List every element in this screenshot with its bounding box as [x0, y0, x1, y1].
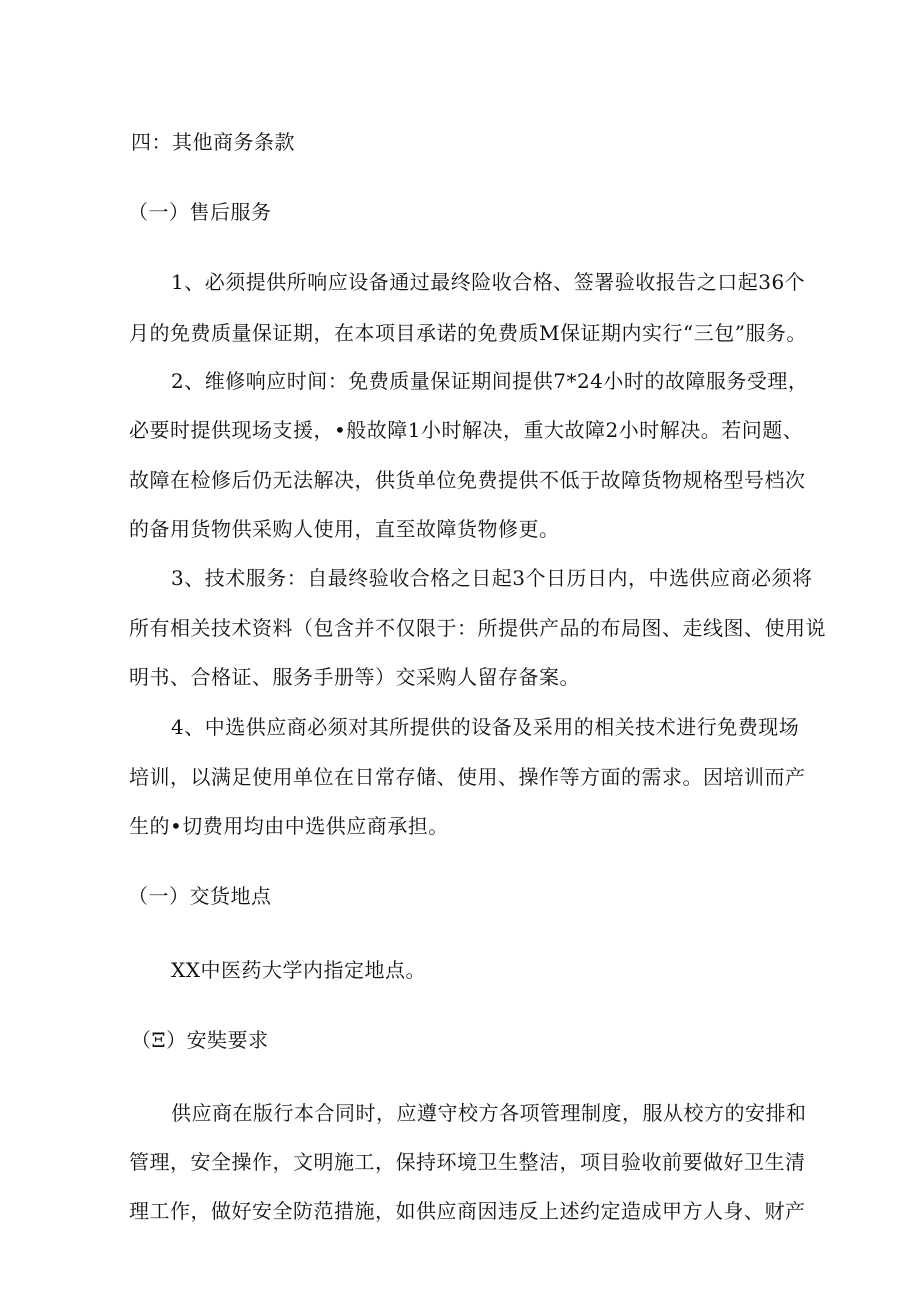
installation-line-3: 理工作，做好安全防范措施，如供应商因违反上述约定造成甲方人身、财产 [129, 1199, 806, 1223]
item-4-line-1: 4、中选供应商必须对其所提供的设备及采用的相关技术进行免费现场 [171, 715, 800, 739]
item-2-line-1: 2、维修响应时间：免费质量保证期间提供7*24小时的故障服务受理， [171, 369, 809, 393]
item-1-line-1: 1、必须提供所响应设备通过最终险收合格、签署验收报告之口起36个 [171, 270, 806, 294]
item-2-line-3: 故障在检修后仍无法解决，供货单位免费提供不低于故障货物规格型号档次 [129, 468, 806, 492]
item-3-line-3: 明书、合格证、服务手册等）交采购人留存备案。 [129, 665, 580, 689]
item-4-line-2: 培训，以满足使用单位在日常存储、使用、操作等方面的需求。因培训而产 [129, 765, 806, 789]
item-3-line-2: 所有相关技术资料（包含并不仅限于：所提供产品的布局图、走线图、使用说 [129, 616, 826, 640]
item-2-line-4: 的备用货物供采购人使用，直至故障货物修更。 [129, 517, 560, 541]
delivery-heading: （一）交货地点 [128, 884, 272, 908]
delivery-text: XX中医药大学内指定地点。 [171, 958, 426, 982]
installation-heading: （Ξ）安奘要求 [131, 1028, 269, 1052]
installation-line-2: 管理，安全操作，文明施工，保持环境卫生整洁，项目验收前要做好卫生清 [129, 1150, 806, 1174]
item-3-line-1: 3、技术服务：自最终验收合格之日起3个日历日内，中选供应商必须将 [171, 566, 813, 590]
installation-line-1: 供应商在版行本合同时，应遵守校方各项管理制度，服从校方的安排和 [171, 1101, 807, 1125]
item-1-line-2: 月的免费质量保证期，在本项目承诺的免费质M保证期内实行“三包”服务。 [129, 321, 807, 345]
item-2-line-2: 必要时提供现场支援，•般故障1小时解决，重大故障2小时解决。若问题、 [129, 418, 804, 442]
item-4-line-3: 生的•切费用均由中选供应商承担。 [129, 814, 449, 838]
after-sales-heading: （一）售后服务 [128, 200, 272, 224]
section-title: 四：其他商务条款 [131, 130, 295, 154]
